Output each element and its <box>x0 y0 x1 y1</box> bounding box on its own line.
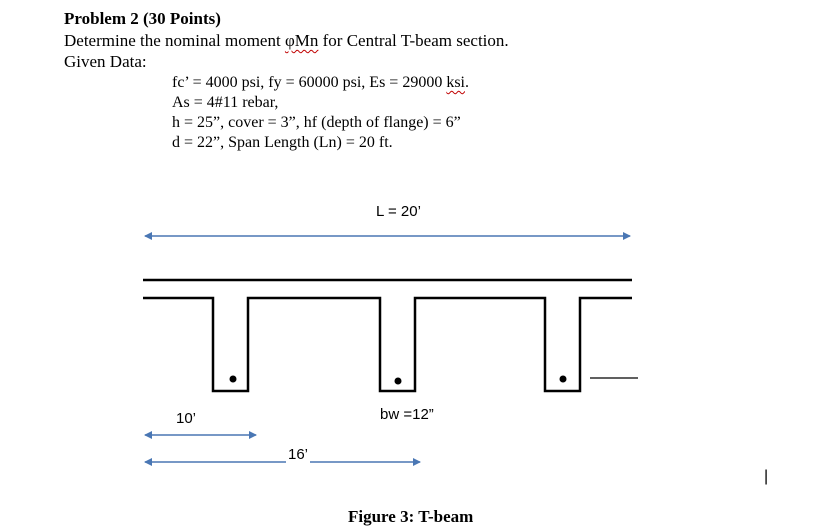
flange-label: 16’ <box>288 446 309 463</box>
given-line-1-text: fc’ = 4000 psi, fy = 60000 psi, Es = 29000 <box>172 74 447 91</box>
rebar-dot-left <box>230 376 237 383</box>
given-line-1-end: . <box>464 74 469 91</box>
given-heading: Given Data: <box>64 52 147 71</box>
given-line-3: h = 25”, cover = 3”, hf (depth of flange) = 6” <box>172 114 461 131</box>
rebar-dot-right <box>560 376 567 383</box>
given-line-1-unit: ksi <box>446 74 465 91</box>
instruction-symbol: φMn <box>284 31 319 50</box>
span-label: L = 20’ <box>376 203 421 220</box>
text-cursor: | <box>764 468 769 485</box>
web-width-label: bw =12” <box>380 406 434 423</box>
instruction-suffix: for Central T-beam section. <box>318 31 509 50</box>
instruction-prefix: Determine the nominal moment <box>64 31 285 50</box>
given-line-2: As = 4#11 rebar, <box>172 94 279 111</box>
spacing-label: 10’ <box>176 410 197 427</box>
rebar-dot-center <box>395 378 402 385</box>
problem-title: Problem 2 (30 Points) <box>64 9 221 28</box>
figure-caption: Figure 3: T-beam <box>348 507 474 526</box>
given-line-4: d = 22”, Span Length (Ln) = 20 ft. <box>172 134 393 151</box>
slab-and-webs-outline <box>143 298 632 391</box>
